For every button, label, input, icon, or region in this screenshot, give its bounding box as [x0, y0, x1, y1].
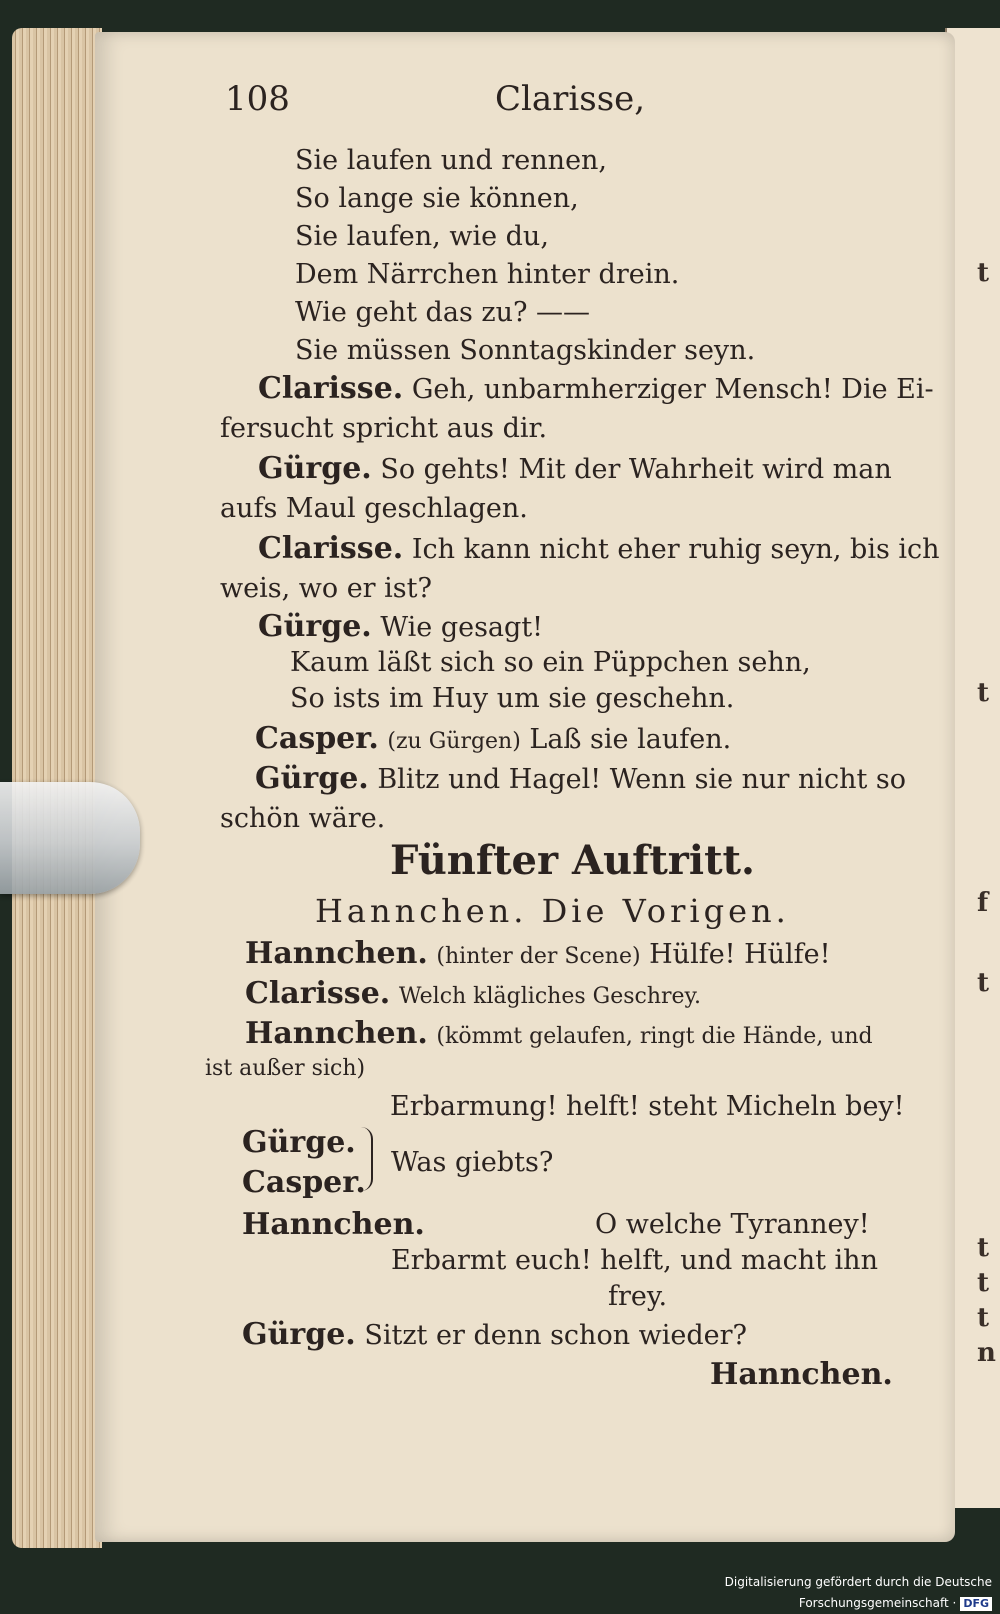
- book-page: [95, 32, 955, 1542]
- dialogue-line: [258, 610, 543, 645]
- verse-line: Kaum läßt sich so ein Püppchen sehn,: [290, 647, 811, 678]
- verse-line: Wie geht das zu? ——: [295, 297, 591, 328]
- scene-title: Fünfter Auftritt.: [390, 837, 755, 884]
- page-clip: [0, 782, 140, 894]
- speaker-name: Clarisse.: [258, 531, 404, 566]
- speaker-brace: [357, 1127, 373, 1191]
- dialogue-text: Wie gesagt!: [380, 612, 544, 643]
- verse-line: O welche Tyranney!: [595, 1209, 870, 1240]
- verse-line: Sie müssen Sonntagskinder seyn.: [295, 335, 756, 366]
- stage-direction: (kömmt gelaufen, ringt die Hände, und: [436, 1024, 873, 1049]
- dialogue-text: So gehts! Mit der Wahrheit wird man: [380, 454, 892, 485]
- speaker-name: Gürge.: [258, 451, 372, 486]
- dialogue-line: [245, 1017, 873, 1054]
- speaker-name: Gürge.: [242, 1125, 356, 1160]
- dfg-logo: DFG: [960, 1597, 992, 1611]
- dialogue-text: Sitzt er denn schon wieder?: [364, 1320, 748, 1351]
- verse-line: Dem Närrchen hinter drein.: [295, 259, 680, 290]
- dialogue-line: [255, 762, 906, 797]
- running-title: Clarisse,: [495, 79, 646, 119]
- dialogue-text: Blitz und Hagel! Wenn sie nur nicht so: [377, 764, 907, 795]
- speaker-name: Hannchen.: [245, 936, 428, 971]
- adjacent-page-fragment: t: [977, 1233, 990, 1263]
- dialogue-line: [245, 977, 701, 1014]
- verse-line: Sie laufen und rennen,: [295, 145, 608, 176]
- adjacent-page-fragment: t: [977, 1303, 990, 1333]
- adjacent-page-fragment: t: [977, 258, 990, 288]
- dialogue-text: Ich kann nicht eher ruhig seyn, bis ich: [411, 534, 940, 565]
- dialogue-text: Was giebts?: [391, 1147, 554, 1178]
- dialogue-text: Laß sie laufen.: [529, 724, 732, 755]
- adjacent-page-fragment: t: [977, 1268, 990, 1298]
- stage-direction: (zu Gürgen): [387, 729, 521, 754]
- adjacent-page-fragment: f: [977, 888, 989, 918]
- adjacent-page-fragment: n: [977, 1338, 996, 1368]
- scene-persons: Hannchen. Die Vorigen.: [315, 892, 790, 930]
- verse-line: So lange sie können,: [295, 183, 579, 214]
- dialogue-line: weis, wo er ist?: [220, 573, 432, 604]
- dialogue-line: [258, 372, 934, 407]
- credit-text: Digitalisierung gefördert durch die Deutsche Forschungsgemeinschaft ·: [724, 1575, 992, 1610]
- page-number: 108: [225, 79, 290, 119]
- verse-line: So ists im Huy um sie geschehn.: [290, 683, 735, 714]
- speaker-name: Hannchen.: [242, 1207, 425, 1242]
- speaker-name: Casper.: [255, 721, 379, 756]
- catchword: Hannchen.: [710, 1357, 893, 1392]
- dialogue-line: [245, 937, 831, 974]
- speaker-name: Gürge.: [255, 761, 369, 796]
- verse-line: Sie laufen, wie du,: [295, 221, 549, 252]
- stage-direction: (hinter der Scene): [436, 944, 641, 969]
- speaker-name: Gürge.: [242, 1317, 356, 1352]
- verse-line: frey.: [608, 1281, 668, 1312]
- dialogue-line: fersucht spricht aus dir.: [220, 413, 548, 444]
- dialogue-line: [255, 722, 731, 759]
- dialogue-line: [258, 452, 892, 487]
- adjacent-page-fragment: t: [977, 968, 990, 998]
- dialogue-line: [242, 1318, 747, 1353]
- speaker-name: Casper.: [242, 1165, 366, 1200]
- stage-direction: ist außer sich): [205, 1056, 366, 1081]
- speaker-name: Gürge.: [258, 609, 372, 644]
- verse-line: Erbarmt euch! helft, und macht ihn: [391, 1245, 878, 1276]
- digitization-credit: [600, 1572, 1000, 1610]
- dialogue-line: [258, 532, 940, 567]
- dialogue-line: aufs Maul geschlagen.: [220, 493, 528, 524]
- speaker-name: Clarisse.: [245, 976, 391, 1011]
- verse-line: Erbarmung! helft! steht Micheln bey!: [390, 1091, 905, 1122]
- dialogue-line: schön wäre.: [220, 803, 386, 834]
- speaker-name: Hannchen.: [245, 1016, 428, 1051]
- dialogue-text: Welch klägliches Geschrey.: [398, 984, 702, 1009]
- dialogue-text: Geh, unbarmherziger Mensch! Die Ei-: [411, 374, 934, 405]
- adjacent-page-fragment: t: [977, 678, 990, 708]
- speaker-name: Clarisse.: [258, 371, 404, 406]
- dialogue-text: Hülfe! Hülfe!: [649, 939, 831, 970]
